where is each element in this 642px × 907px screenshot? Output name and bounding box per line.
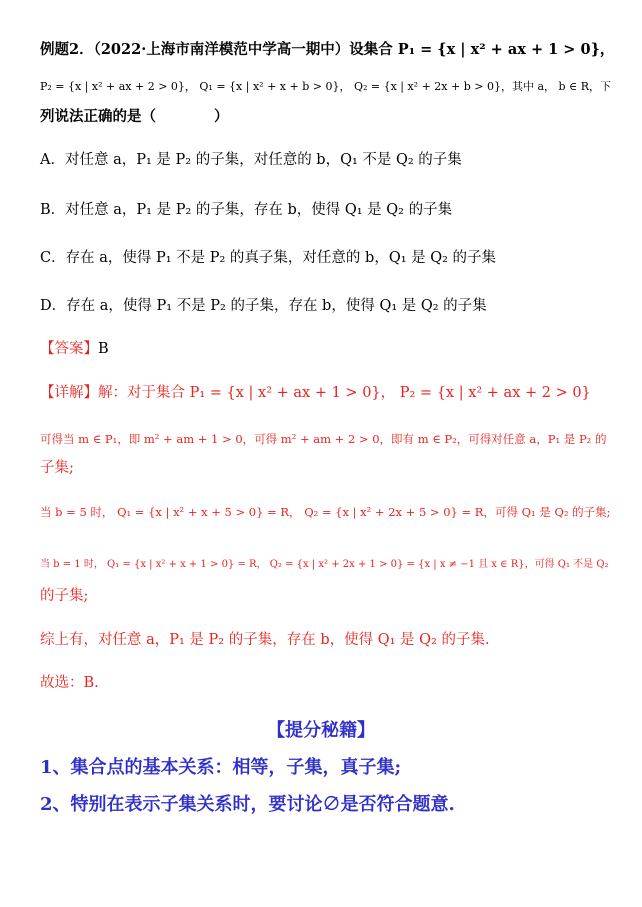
tips-title: 【提分秘籍】 — [267, 720, 375, 741]
solution-line-3a: 当 b = 1 时， Q₁ = {x | x² + x + 1 > 0} = R， Q₂ = {x | x² + 2x + 1 > 0} = {x | x ≠ −1 且 x ∈ R}，可得 Q₁ 不是 Q₂ — [40, 559, 609, 570]
solution-line-2: 当 b = 5 时， Q₁ = {x | x² + x + 5 > 0} = R， Q₂ = {x | x² + 2x + 5 > 0} = R，可得 Q₁ 是 Q₂ 的子集; — [40, 505, 611, 519]
problem-line-3: 列说法正确的是（ ） — [40, 108, 229, 125]
option-c: C．存在 a，使得 P₁ 不是 P₂ 的真子集，对任意的 b，Q₁ 是 Q₂ 的子集 — [40, 250, 497, 266]
tip-item-1: 1、集合点的基本关系：相等，子集，真子集; — [40, 757, 402, 778]
tip-item-2: 2、特别在表示子集关系时，要讨论∅是否符合题意. — [40, 794, 455, 815]
solution-intro-line — [40, 383, 612, 403]
option-b: B．对任意 a，P₁ 是 P₂ 的子集，存在 b，使得 Q₁ 是 Q₂ 的子集 — [40, 202, 453, 218]
option-a: A．对任意 a，P₁ 是 P₂ 的子集，对任意的 b，Q₁ 不是 Q₂ 的子集 — [40, 152, 462, 168]
answer-line — [40, 339, 612, 359]
solution-conclusion: 故选：B. — [40, 675, 99, 691]
solution-intro: 解：对于集合 P₁ = {x | x² + ax + 1 > 0}， P₂ = {x | x² + ax + 2 > 0} — [98, 385, 591, 401]
problem-line-2: P₂ = {x | x² + ax + 2 > 0}， Q₁ = {x | x² + x + b > 0}， Q₂ = {x | x² + 2x + b > 0}，其中 a， b ∈ R，下 — [40, 80, 611, 93]
solution-line-1b: 子集; — [40, 460, 74, 476]
solution-line-1a: 可得当 m ∈ P₁，即 m² + am + 1 > 0，可得 m² + am + 2 > 0，即有 m ∈ P₂，可得对任意 a，P₁ 是 P₂ 的 — [40, 432, 607, 446]
problem-line-1: 例题2．（2022·上海市南洋模范中学高一期中）设集合 P₁ = {x | x² + ax + 1 > 0}， — [40, 41, 615, 58]
solution-label: 【详解】 — [40, 385, 98, 401]
answer-value: B — [98, 341, 109, 357]
answer-label: 【答案】 — [40, 341, 98, 357]
solution-summary: 综上有，对任意 a，P₁ 是 P₂ 的子集，存在 b，使得 Q₁ 是 Q₂ 的子集. — [40, 632, 490, 648]
option-d: D．存在 a，使得 P₁ 不是 P₂ 的子集，存在 b，使得 Q₁ 是 Q₂ 的子集 — [40, 298, 487, 314]
solution-line-3b: 的子集; — [40, 588, 89, 604]
